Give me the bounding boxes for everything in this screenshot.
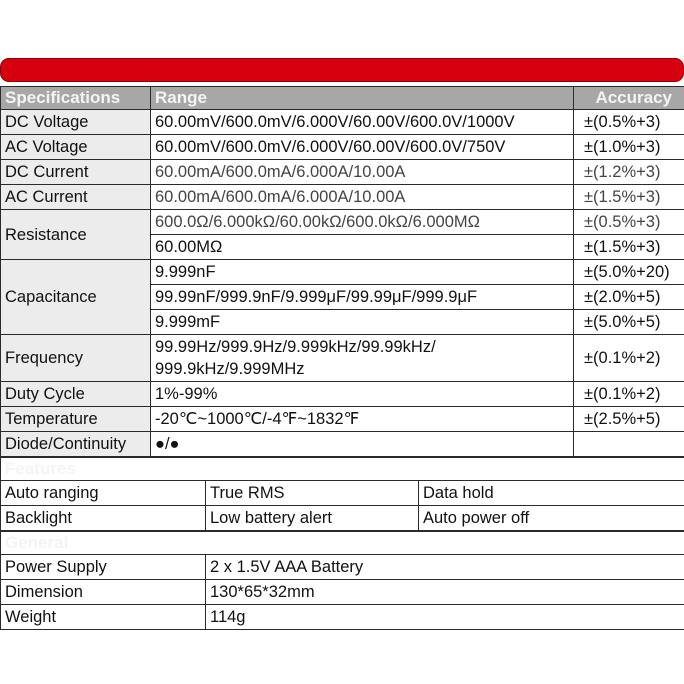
feature-item: True RMS (206, 481, 419, 506)
table-row (1, 185, 684, 210)
dc-voltage-accuracy: ±(0.5%+3) (574, 110, 684, 135)
diode-continuity-label: Diode/Continuity (1, 432, 151, 457)
table-row (1, 110, 684, 135)
diode-continuity-accuracy (574, 432, 684, 457)
dc-current-accuracy: ±(1.2%+3) (574, 160, 684, 185)
frequency-range-line: 999.9kHz/9.999MHz (155, 360, 305, 378)
table-row (1, 580, 684, 605)
resistance-label: Resistance (1, 210, 151, 260)
feature-item: Auto power off (419, 506, 684, 531)
general-section-title: General (1, 532, 684, 555)
diode-continuity-range: ●/● (151, 432, 574, 457)
table-row (1, 160, 684, 185)
dc-voltage-label: DC Voltage (1, 110, 151, 135)
feature-item: Backlight (1, 506, 206, 531)
capacitance-accuracy: ±(5.0%+5) (574, 310, 684, 335)
dc-current-range: 60.00mA/600.0mA/6.000A/10.00A (151, 160, 574, 185)
general-label: Power Supply (1, 555, 206, 580)
ac-voltage-accuracy: ±(1.0%+3) (574, 135, 684, 160)
table-row (1, 555, 684, 580)
resistance-range: 600.0Ω/6.000kΩ/60.00kΩ/600.0kΩ/6.000MΩ (151, 210, 574, 235)
frequency-label: Frequency (1, 335, 151, 382)
capacitance-label: Capacitance (1, 260, 151, 335)
temperature-accuracy: ±(2.5%+5) (574, 407, 684, 432)
specifications-header: Specifications (1, 87, 151, 110)
table-row (1, 335, 684, 382)
spec-sheet (0, 86, 684, 630)
feature-item: Data hold (419, 481, 684, 506)
ac-voltage-label: AC Voltage (1, 135, 151, 160)
general-value: 2 x 1.5V AAA Battery (206, 555, 684, 580)
duty-cycle-range: 1%-99% (151, 382, 574, 407)
temperature-range: -20℃~1000℃/-4℉~1832℉ (151, 407, 574, 432)
capacitance-range: 9.999mF (151, 310, 574, 335)
general-value: 114g (206, 605, 684, 630)
table-row (1, 407, 684, 432)
frequency-range-line: 99.99Hz/999.9Hz/9.999kHz/99.99kHz/ (155, 338, 436, 356)
capacitance-range: 99.99nF/999.9nF/9.999μF/99.99μF/999.9μF (151, 285, 574, 310)
features-section-title: Features (1, 458, 684, 481)
table-row (1, 605, 684, 630)
table-row (1, 432, 684, 457)
capacitance-range: 9.999nF (151, 260, 574, 285)
accuracy-header: Accuracy (574, 87, 684, 110)
table-row (1, 382, 684, 407)
frequency-accuracy: ±(0.1%+2) (574, 335, 684, 382)
resistance-accuracy: ±(1.5%+3) (574, 235, 684, 260)
dc-current-label: DC Current (1, 160, 151, 185)
range-header: Range (151, 87, 574, 110)
general-value: 130*65*32mm (206, 580, 684, 605)
resistance-accuracy: ±(0.5%+3) (574, 210, 684, 235)
top-banner (0, 58, 684, 82)
temperature-label: Temperature (1, 407, 151, 432)
specifications-table (0, 86, 684, 457)
table-row (1, 481, 684, 506)
feature-item: Low battery alert (206, 506, 419, 531)
features-table (0, 457, 684, 531)
table-row (1, 506, 684, 531)
feature-item: Auto ranging (1, 481, 206, 506)
table-row (1, 135, 684, 160)
capacitance-accuracy: ±(5.0%+20) (574, 260, 684, 285)
general-label: Weight (1, 605, 206, 630)
duty-cycle-label: Duty Cycle (1, 382, 151, 407)
capacitance-accuracy: ±(2.0%+5) (574, 285, 684, 310)
ac-voltage-range: 60.00mV/600.0mV/6.000V/60.00V/600.0V/750V (151, 135, 574, 160)
ac-current-range: 60.00mA/600.0mA/6.000A/10.00A (151, 185, 574, 210)
dc-voltage-range: 60.00mV/600.0mV/6.000V/60.00V/600.0V/1000V (151, 110, 574, 135)
general-table (0, 531, 684, 630)
resistance-range: 60.00MΩ (151, 235, 574, 260)
frequency-range (151, 335, 574, 382)
ac-current-accuracy: ±(1.5%+3) (574, 185, 684, 210)
duty-cycle-accuracy: ±(0.1%+2) (574, 382, 684, 407)
table-header-row (1, 87, 684, 110)
general-label: Dimension (1, 580, 206, 605)
ac-current-label: AC Current (1, 185, 151, 210)
table-row (1, 260, 684, 285)
table-row (1, 210, 684, 235)
